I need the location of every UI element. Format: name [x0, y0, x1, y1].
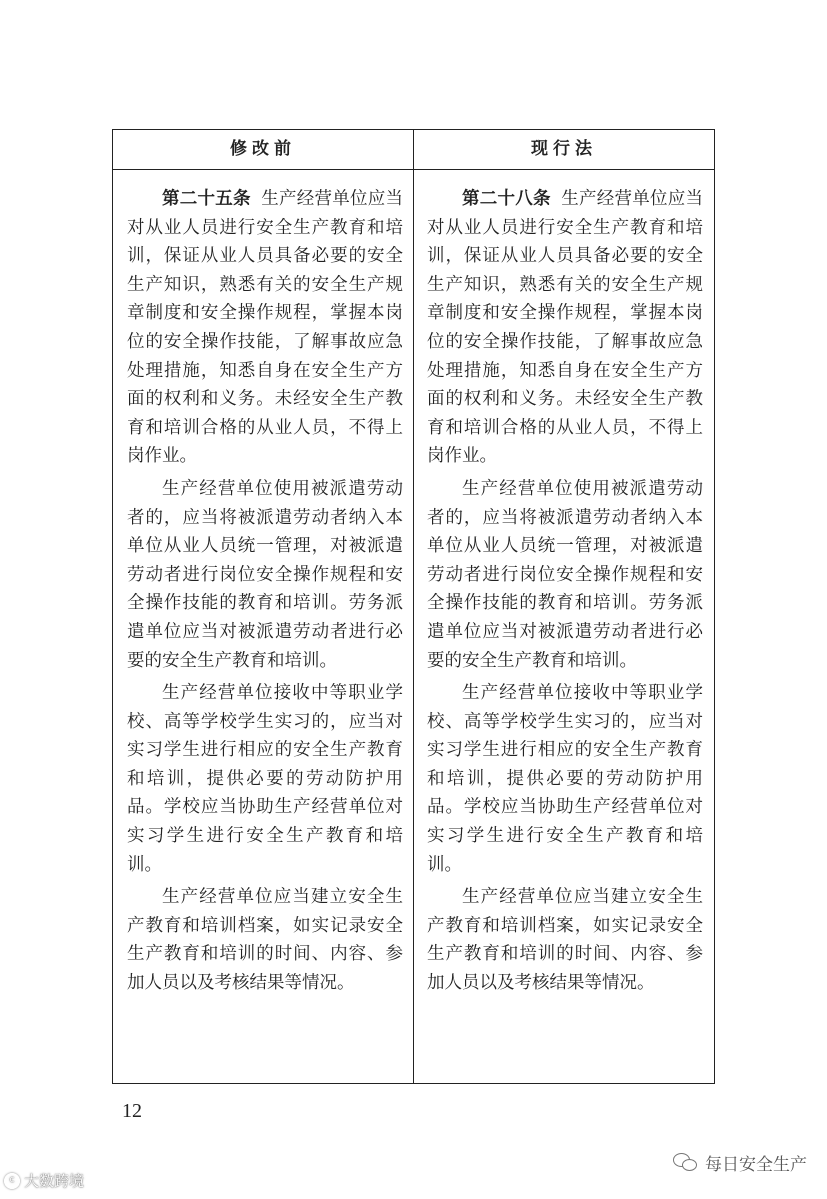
- header-current-law: 现行法: [531, 139, 597, 159]
- paragraph: 生产经营单位应当建立安全生产教育和培训档案，如实记录安全生产教育和培训的时间、内容、参加人员以及考核结果等情况。: [127, 887, 403, 994]
- watermark-right: 每日安全生产: [673, 1150, 807, 1175]
- article-number: 第二十八条: [462, 189, 551, 209]
- page-number: 12: [122, 1100, 142, 1122]
- wechat-icon: [673, 1153, 699, 1173]
- column-current-law: [427, 185, 703, 1002]
- paragraph: 生产经营单位使用被派遣劳动者的，应当将被派遣劳动者纳入本单位从业人员统一管理，对被派遣劳动者进行岗位安全操作规程和安全操作技能的教育和培训。劳务派遣单位应当对被派遣劳动者进行必要的安全生产教育和培训。: [427, 478, 703, 671]
- column-divider: [413, 130, 414, 1083]
- article-number: 第二十五条: [162, 189, 251, 209]
- paragraph: 第二十五条 生产经营单位应当对从业人员进行安全生产教育和培训，保证从业人员具备必要的安全生产知识，熟悉有关的安全生产规章制度和安全操作规程，掌握本岗位的安全操作技能，了解事故应急处理措施，知悉自身在安全生产方面的权利和义务。未经安全生产教育和培训合格的从业人员，不得上岗作业。: [127, 189, 403, 467]
- comparison-table: [112, 129, 715, 1084]
- copyright-circle-icon: c: [4, 1173, 20, 1189]
- column-before-amendment: [127, 185, 403, 1002]
- header-divider: [113, 169, 714, 170]
- paragraph: 生产经营单位接收中等职业学校、高等学校学生实习的，应当对实习学生进行相应的安全生产教育和培训，提供必要的劳动防护用品。学校应当协助生产经营单位对实习学生进行安全生产教育和培训。: [127, 683, 403, 875]
- paragraph: 第二十八条 生产经营单位应当对从业人员进行安全生产教育和培训，保证从业人员具备必要的安全生产知识，熟悉有关的安全生产规章制度和安全操作规程，掌握本岗位的安全操作技能，了解事故应急处理措施，知悉自身在安全生产方面的权利和义务。未经安全生产教育和培训合格的从业人员，不得上岗作业。: [427, 189, 703, 467]
- paragraph: 生产经营单位接收中等职业学校、高等学校学生实习的，应当对实习学生进行相应的安全生产教育和培训，提供必要的劳动防护用品。学校应当协助生产经营单位对实习学生进行安全生产教育和培训。: [427, 683, 703, 875]
- paragraph: 生产经营单位使用被派遣劳动者的，应当将被派遣劳动者纳入本单位从业人员统一管理，对被派遣劳动者进行岗位安全操作规程和安全操作技能的教育和培训。劳务派遣单位应当对被派遣劳动者进行必要的安全生产教育和培训。: [127, 478, 403, 671]
- watermark-left: c 大数跨境: [4, 1170, 84, 1191]
- paragraph: 生产经营单位应当建立安全生产教育和培训档案，如实记录安全生产教育和培训的时间、内容、参加人员以及考核结果等情况。: [427, 887, 703, 994]
- header-before-amendment: 修改前: [230, 139, 296, 159]
